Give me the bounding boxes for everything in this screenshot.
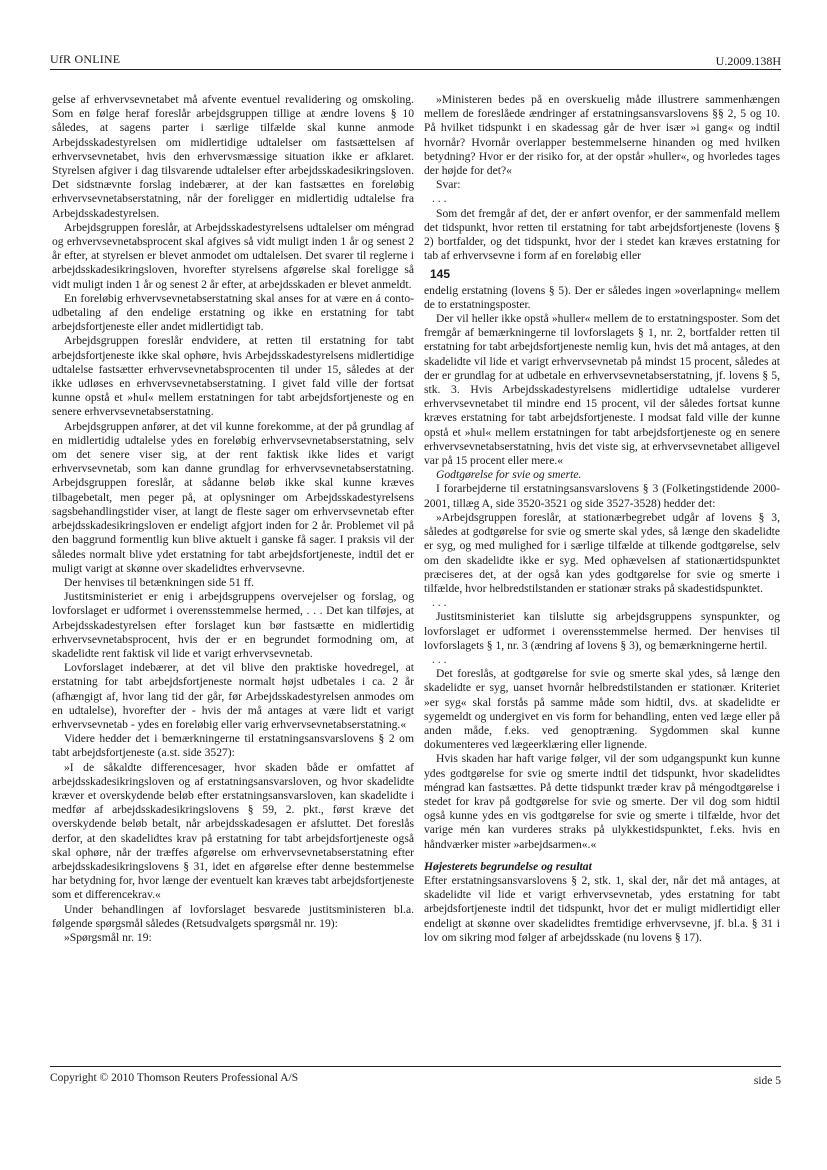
page-header (50, 50, 781, 70)
paragraph: Arbejdsgruppen foreslår endvidere, at retten til erstatning for tabt arbejdsfortjeneste ikke skal ophøre, hvis Arbejdsskadestyrelsens midlertidige udtalelse fastsætter erhvervsevnetabsprocenten til under 15, således at der ikke udløses en erhvervsevnetabserstatning. I givet fald ville der fortsat kunne opstå et »hul« mellem erstatningen for tabt arbejdsfortjeneste og en senere erhvervsevnetabserstatning. (52, 334, 414, 419)
paragraph: Der vil heller ikke opstå »huller« mellem de to erstatningsposter. Som det fremgår af bemærkningerne til lovforslagets § 1, nr. 2, bortfalder retten til erstatning for tabt arbejdsfortjeneste nemlig kun, hvis det må antages, at den skadelidte vil lide et varigt erhvervsevnetab på mindst 15 procent, således at der er grundlag for at udbetale en erhvervsevnetabserstatning, jf. lovens § 5, stk. 3. Hvis Arbejdsskadestyrelsens midlertidige udtalelse vurderer erhvervsevnetabet til mindre end 15 procent, vil der således fortsat kunne kræves erstatning for tabt arbejdsfortjeneste. I modsat fald ville der kunne opstå et »hul« mellem erstatningen for tabt arbejdsfortjeneste og en senere erhvervsevnetabserstatning, hvis det viste sig, at erhvervsevnetabet alligevel var på 15 procent eller mere.« (424, 312, 780, 468)
paragraph: »Arbejdsgruppen foreslår, at stationærbegrebet udgår af lovens § 3, således at godtgørelse for svie og smerte skal ydes, så længe den skadelidte er syg, og med mulighed for i særlige tilfælde at tilkende godtgørelse, selv om den skadelidte ikke er syg. Med ophævelsen af stationærtidspunktet præciseres det, at der også kan ydes godtgørelse for svie og smerte i tilfælde, hvor helbredstilstanden er stationær straks på skadestidspunktet. (424, 510, 780, 595)
paragraph: Efter erstatningsansvarslovens § 2, stk. 1, skal der, når det må antages, at skadelidte vil lide et varigt erhvervsevnetab, ydes erstatning for tabt arbejdsfortjeneste indtil det tidspunkt, hvor det er muligt midlertidigt eller endeligt at skønne over skadelidtes fremtidige erhvervsevne, jf. bl.a. § 31 i lov om sikring mod følger af arbejdsskade (nu lovens § 17). (424, 873, 780, 944)
ellipsis-omission: . . . (432, 652, 447, 666)
section-heading: Højesterets begrundelse og resultat (424, 859, 592, 873)
footer-rule (50, 1066, 781, 1067)
paragraph: Videre hedder det i bemærkningerne til erstatningsansvarslovens § 2 om tabt arbejdsfortjeneste (a.st. side 3527): (52, 732, 414, 760)
copyright-notice: Copyright © 2010 Thomson Reuters Professional A/S (50, 1072, 299, 1084)
paragraph: Hvis skaden har haft varige følger, vil der som udgangspunkt kun kunne ydes godtgørelse for svie og smerte indtil det tidspunkt, hvor skadelidtes méngrad kan fastsættes. På dette tidspunkt træder krav på méngodtgørelse i stedet for krav på godtgørelse for svie og smerte. Der vil dog som hidtil også kunne ydes en vis godtgørelse for svie og smerte i tilfælde, hvor det varige mén kan vurderes straks på ulykkestidspunktet, f.eks. hvis en håndværker mister »arbejdsarmen«.« (424, 752, 780, 851)
page-number: side 5 (753, 1075, 781, 1087)
header-rule (50, 69, 781, 70)
paragraph: »Ministeren bedes på en overskuelig måde illustrere sammenhængen mellem de foreslåede ændringer af erstatningsansvarslovens §§ 2, 5 og 10. På hvilket tidspunkt i en skadessag går de hver især »i gang« og indtil hvornår? Hvornår overlapper bestemmelserne hinanden og med hvilken betydning? Hvor er der risiko for, at der opstår »huller«, og hvorledes tages der højde for det?« (424, 93, 780, 178)
paragraph: endelig erstatning (lovens § 5). Der er således ingen »overlapning« mellem de to erstatningsposter. (424, 283, 780, 311)
paragraph: Arbejdsgruppen anfører, at det vil kunne forekomme, at der på grundlag af en midlertidig udtalelse ydes en foreløbig erhvervsevnetabserstatning, selv om det senere viser sig, at der rent faktisk ikke lides et varigt erhvervsevnetab, som kan danne grundlag for erhvervsevnetabserstatning. Arbejdsgruppen foreslår, at sådanne beløb ikke skal kunne kræves tilbagebetalt, men peger på, at oplysninger om Arbejdsskadestyrelsens sagsbehandlingstider viser, at langt de fleste sager om erhvervsevnetab efter arbejdsskadesikringsloven er endeligt afgjort inden for 2 år. Problemet vil på den baggrund formentlig kun blive aktuelt i ganske få sager. I praksis vil der således normalt blive ydet erstatning for tabt arbejdsfortjeneste, indtil det er muligt varigt at skønne over skadelidtes erhvervsevne. (52, 419, 414, 575)
paragraph: Arbejdsgruppen foreslår, at Arbejdsskadestyrelsens udtalelser om méngrad og erhvervsevnetabsprocent skal afgives så vidt muligt inden 1 år og senest 2 år efter, at styrelsen er blevet anmodet om udtalelsen. Det svarer til reglerne i arbejdsskadesikringsloven, hvorefter styrelsens afgørelse skal foreligge så vidt muligt inden 1 år og senest 2 år efter, at arbejdsskaden er blevet anmeldt. (52, 220, 414, 291)
source-page-marker: 145 (430, 267, 451, 282)
paragraph: Lovforslaget indebærer, at det vil blive den praktiske hovedregel, at erstatning for tabt arbejdsfortjeneste normalt højst udbetales i ca. 2 år (afhængigt af, hvor lang tid der går, før Arbejdsskadestyrelsen anmodes om en udtalelse), hvorefter der - hvis der må antages at være lidt et varigt erhvervsevnetab - ydes en foreløbig eller varig erhvervsevnetabserstatning.« (52, 661, 414, 731)
section-subheading: Godtgørelse for svie og smerte. (436, 468, 582, 482)
paragraph: En foreløbig erhvervsevnetabserstatning skal anses for at være en á conto-udbetaling af den endelige erstatning og ikke en erstatning for tabt arbejdsfortjeneste eller andet midlertidigt tab. (52, 291, 414, 334)
paragraph: Det foreslås, at godtgørelse for svie og smerte skal ydes, så længe den skadelidte er syg, uanset hvornår helbredstilstanden er stationær. Kriteriet »er syg« skal forstås på samme måde som hidtil, dvs. at skadelidte er sygemeldt og undergivet en vis form for behandling, enten ved læge eller på anden måde, f.eks. ved genoptræning. Sygdommen skal kunne dokumenteres ved lægeerklæring eller lignende. (424, 667, 780, 752)
paragraph: I forarbejderne til erstatningsansvarslovens § 3 (Folketingstidende 2000-2001, tillæg A, side 3520-3521 og side 3527-3528) hedder det: (424, 482, 780, 510)
paragraph: Justitsministeriet kan tilslutte sig arbejdsgruppens synspunkter, og lovforslaget er udformet i overensstemmelse hermed. Der henvises til lovforslagets § 1, nr. 3 (ændring af lovens § 3), og bemærkningerne hertil. (424, 610, 780, 652)
paragraph: Svar: (436, 178, 461, 192)
ellipsis-omission: . . . (432, 192, 447, 206)
paragraph: »I de såkaldte differencesager, hvor skaden både er omfattet af arbejdsskadesikringsloven og af erstatningsansvarsloven, og hvor skadelidte kræver et overskydende beløb efter erstatningsansvarsloven, kan skadelidte i medfør af arbejdsskadesikringslovens § 59, 2. pkt., først kræve det overskydende beløb betalt, når arbejdsskadesagen er afsluttet. Det foreslås derfor, at den skadelidtes krav på erstatning for tabt arbejdsfortjeneste også skal ophøre, når der træffes afgørelse om erhvervsevnetabserstatning efter arbejdsskadesikringslovens § 31, idet en afgørelse efter denne bestemmelse har betydning for, hvor længe der eventuelt kan kræves tabt arbejdsfortjeneste som et differencekrav.« (52, 760, 414, 902)
left-column (52, 93, 414, 945)
paragraph: Som det fremgår af det, der er anført ovenfor, er der sammenfald mellem det tidspunkt, hvor retten til erstatning for tabt arbejdsfortjeneste (lovens § 2) bortfalder, og det tidspunkt, hvor der i stedet kan kræves erstatning for tab af erhvervsevne i form af en foreløbig eller (424, 206, 780, 263)
paragraph: gelse af erhvervsevnetabet må afvente eventuel revalidering og omskoling. Som en følge heraf foreslår arbejdsgruppen tillige at ændre lovens § 10 således, at sagens parter i særlige tilfælde skal kunne anmode Arbejdsskadestyrelsen om midlertidige udtalelser om fastsættelsen af erhvervsevnetabet, hvis den erhvervsmæssige situation ikke er afklaret. Styrelsen afgiver i dag tilsvarende udtalelser efter arbejdsskadesikringsloven. Det sidstnævnte forslag indebærer, at der kan fastsættes en foreløbig erhvervsevnetabserstatning, når der foreligger en midlertidig udtalelse fra Arbejdsskadestyrelsen. (52, 93, 414, 220)
right-column (424, 93, 780, 945)
paragraph: Justitsministeriet er enig i arbejdsgruppens overvejelser og forslag, og lovforslaget er udformet i overensstemmelse hermed, . . . Det kan tilføjes, at Arbejdsskadestyrelsen efter forslaget kun bør fastsætte en midlertidig erhvervsevnetabsprocent, hvis der er en begrundet formodning om, at skadelidte rent faktisk vil lide et varigt erhvervsevnetab. (52, 590, 414, 660)
paragraph: Under behandlingen af lovforslaget besvarede justitsministeren bl.a. følgende spørgsmål således (Retsudvalgets spørgsmål nr. 19): (52, 902, 414, 930)
paragraph: »Spørgsmål nr. 19: (64, 930, 152, 944)
ellipsis-omission: . . . (432, 596, 447, 610)
publication-name: UfR ONLINE (50, 52, 121, 66)
paragraph: Der henvises til betænkningen side 51 ff. (64, 575, 255, 589)
case-reference: U.2009.138H (715, 54, 781, 68)
